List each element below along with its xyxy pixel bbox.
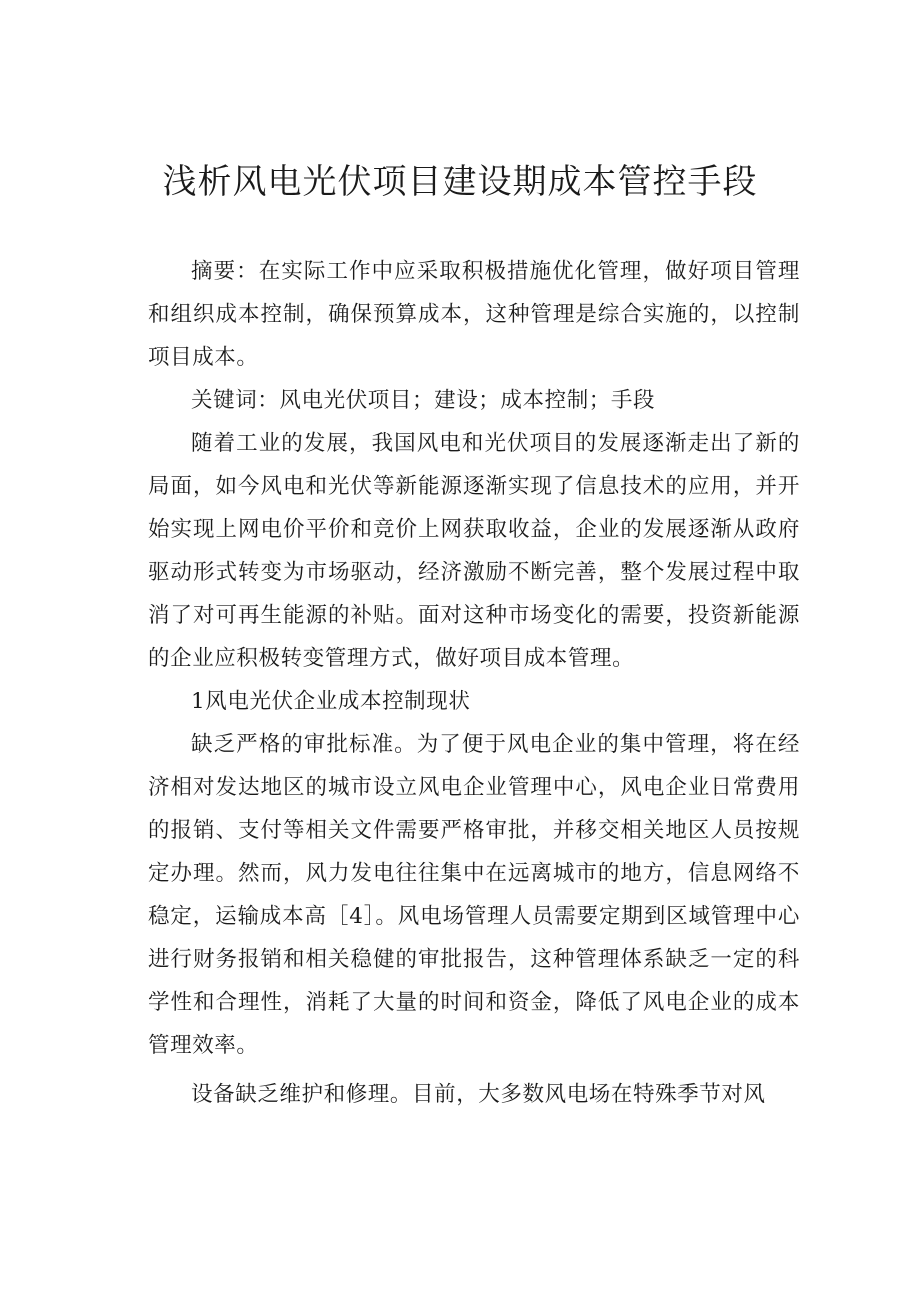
document-title: 浅析风电光伏项目建设期成本管控手段 [162,162,758,202]
section-1-heading: 1风电光伏企业成本控制现状 [191,689,471,714]
document-body [148,250,800,1116]
section-1-paragraph-1: 缺乏严格的审批标准。为了便于风电企业的集中管理，将在经济相对发达地区的城市设立风电企业管理中心，风电企业日常费用的报销、支付等相关文件需要严格审批，并移交相关地区人员按规定办理。然而，风力发电往往集中在远离城市的地方，信息网络不稳定，运输成本高［4］。风电场管理人员需要定期到区域管理中心进行财务报销和相关稳健的审批报告，这种管理体系缺乏一定的科学性和合理性，消耗了大量的时间和资金，降低了风电企业的成本管理效率。 [148,732,800,1058]
section-1-paragraph-2: 设备缺乏维护和修理。目前，大多数风电场在特殊季节对风 [191,1082,766,1107]
keywords-paragraph: 关键词：风电光伏项目；建设；成本控制；手段 [191,388,656,413]
abstract-paragraph: 摘要：在实际工作中应采取积极措施优化管理，做好项目管理和组织成本控制，确保预算成本，这种管理是综合实施的，以控制项目成本。 [148,259,800,370]
intro-paragraph: 随着工业的发展，我国风电和光伏项目的发展逐渐走出了新的局面，如今风电和光伏等新能源逐渐实现了信息技术的应用，并开始实现上网电价平价和竞价上网获取收益，企业的发展逐渐从政府驱动形式转变为市场驱动，经济激励不断完善，整个发展过程中取消了对可再生能源的补贴。面对这种市场变化的需要，投资新能源的企业应积极转变管理方式，做好项目成本管理。 [148,431,800,671]
